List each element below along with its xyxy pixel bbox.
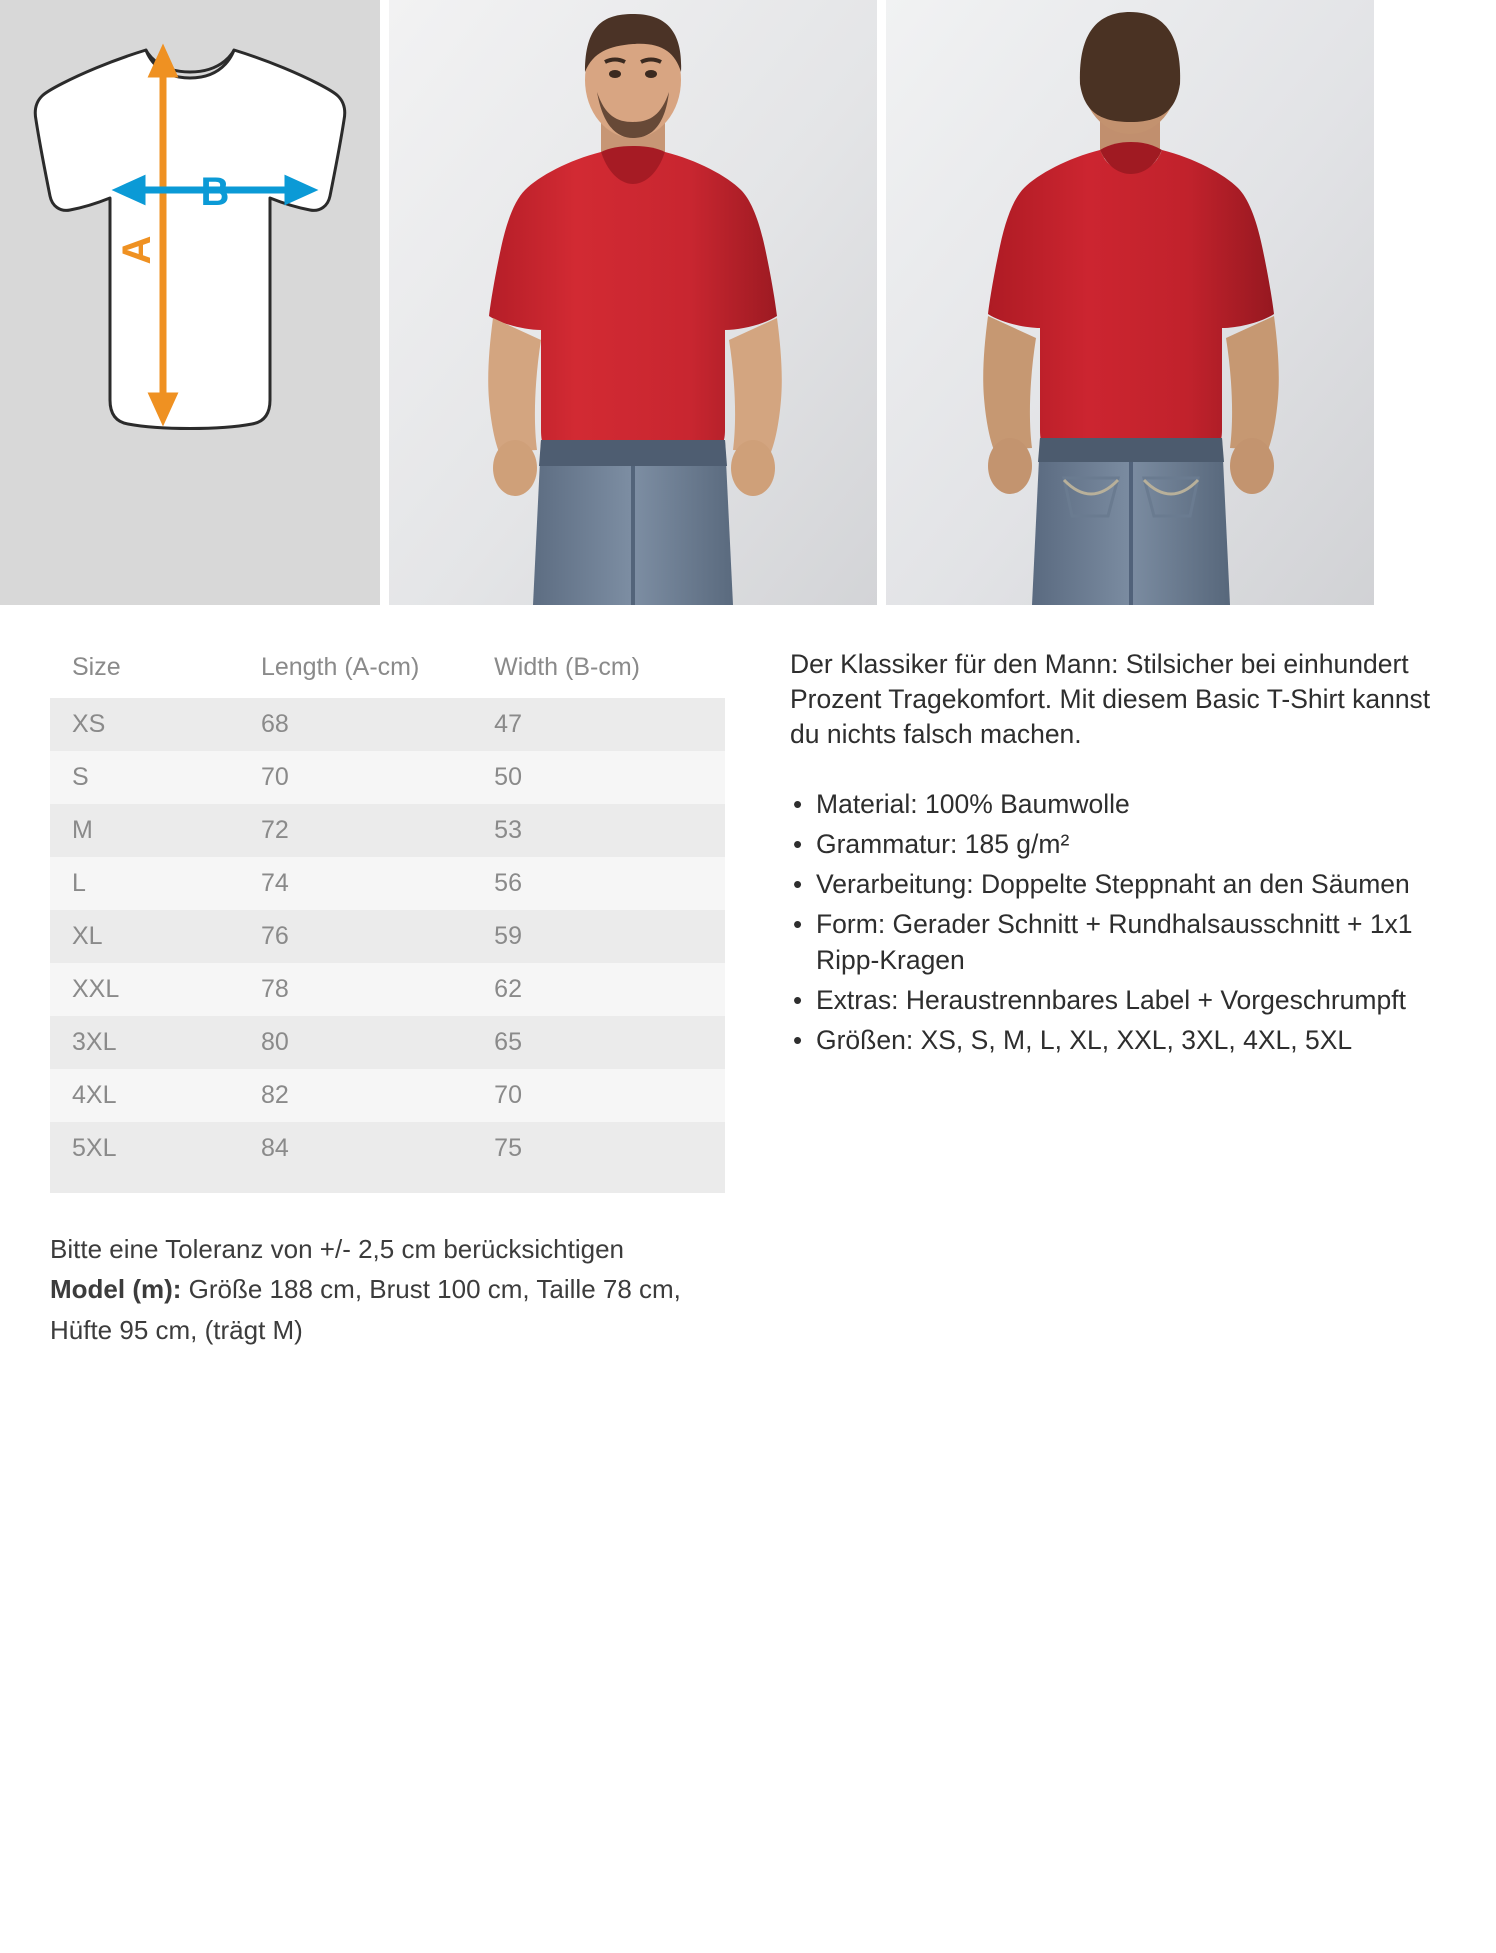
cell-length: 68 <box>260 710 289 738</box>
table-row <box>50 1069 725 1122</box>
cell-width: 65 <box>494 1028 522 1056</box>
product-image-row <box>0 0 1496 605</box>
model-front-image <box>389 0 877 605</box>
table-row <box>50 857 725 910</box>
header-size: Size <box>50 639 261 698</box>
product-details-section <box>0 639 1496 1193</box>
model-note <box>50 1269 750 1350</box>
cell-size: 4XL <box>72 1081 117 1109</box>
cell-length: 84 <box>260 1134 289 1162</box>
cell-width: 59 <box>494 922 522 950</box>
cell-length: 70 <box>260 763 289 791</box>
cell-width: 56 <box>494 869 522 897</box>
measurement-diagram-image <box>0 0 380 605</box>
cell-size: L <box>72 869 86 897</box>
cell-size: XL <box>72 922 103 950</box>
list-item: • Form: Gerader Schnitt + Rundhalsausschnitt + 1x1 Ripp-Kragen <box>790 907 1452 977</box>
cell-size: XS <box>72 710 106 738</box>
list-item: • Verarbeitung: Doppelte Steppnaht an den Säumen <box>790 867 1452 902</box>
cell-size: S <box>72 763 89 791</box>
header-width: Width (B-cm) <box>494 639 725 698</box>
cell-size: M <box>72 816 93 844</box>
tolerance-note: Bitte eine Toleranz von +/- 2,5 cm berücksichtigen <box>50 1234 624 1264</box>
cell-width: 62 <box>494 975 522 1003</box>
table-row <box>50 1122 725 1175</box>
size-table-body <box>50 698 725 1175</box>
table-header-row <box>50 639 725 698</box>
cell-width: 75 <box>494 1134 522 1162</box>
model-label: Model (m): <box>50 1274 182 1305</box>
header-length: Length (A-cm) <box>261 639 494 698</box>
cell-width: 50 <box>494 763 522 791</box>
cell-length: 72 <box>260 816 289 844</box>
cell-length: 74 <box>260 869 289 897</box>
table-row <box>50 804 725 857</box>
product-description <box>790 639 1452 1193</box>
tshirt-outline-icon <box>0 0 380 605</box>
label-b: B <box>200 170 230 214</box>
list-item: • Material: 100% Baumwolle <box>790 787 1452 822</box>
cell-size: 5XL <box>72 1134 117 1162</box>
table-row <box>50 963 725 1016</box>
cell-size: XXL <box>72 975 120 1003</box>
cell-size: 3XL <box>72 1028 117 1056</box>
cell-length: 80 <box>260 1028 289 1056</box>
label-a: A <box>115 235 159 265</box>
cell-width: 70 <box>494 1081 522 1109</box>
description-intro: Der Klassiker für den Mann: Stilsicher bei einhundert Prozent Tragekomfort. Mit diesem Basic T-Shirt kannst du nichts falsch machen. <box>790 649 1431 750</box>
table-row <box>50 698 725 751</box>
feature-list <box>790 787 1452 1059</box>
size-table-wrapper <box>50 639 740 1193</box>
cell-width: 47 <box>494 710 522 738</box>
list-item: • Extras: Heraustrennbares Label + Vorgeschrumpft <box>790 983 1452 1018</box>
list-item: • Grammatur: 185 g/m² <box>790 827 1452 862</box>
cell-width: 53 <box>494 816 522 844</box>
model-measurements: Größe 188 cm, Brust 100 cm, Taille 78 cm, Hüfte 95 cm, (trägt M) <box>50 1274 681 1345</box>
table-bottom-strip <box>50 1175 725 1193</box>
size-notes <box>0 1229 794 1350</box>
size-chart-table <box>50 639 725 1175</box>
cell-length: 78 <box>260 975 289 1003</box>
size-table-head <box>50 639 725 698</box>
list-item: • Größen: XS, S, M, L, XL, XXL, 3XL, 4XL, 5XL <box>790 1023 1452 1058</box>
table-row <box>50 751 725 804</box>
model-back-image <box>886 0 1374 605</box>
table-row <box>50 910 725 963</box>
cell-length: 76 <box>260 922 289 950</box>
cell-length: 82 <box>260 1081 289 1109</box>
table-row <box>50 1016 725 1069</box>
